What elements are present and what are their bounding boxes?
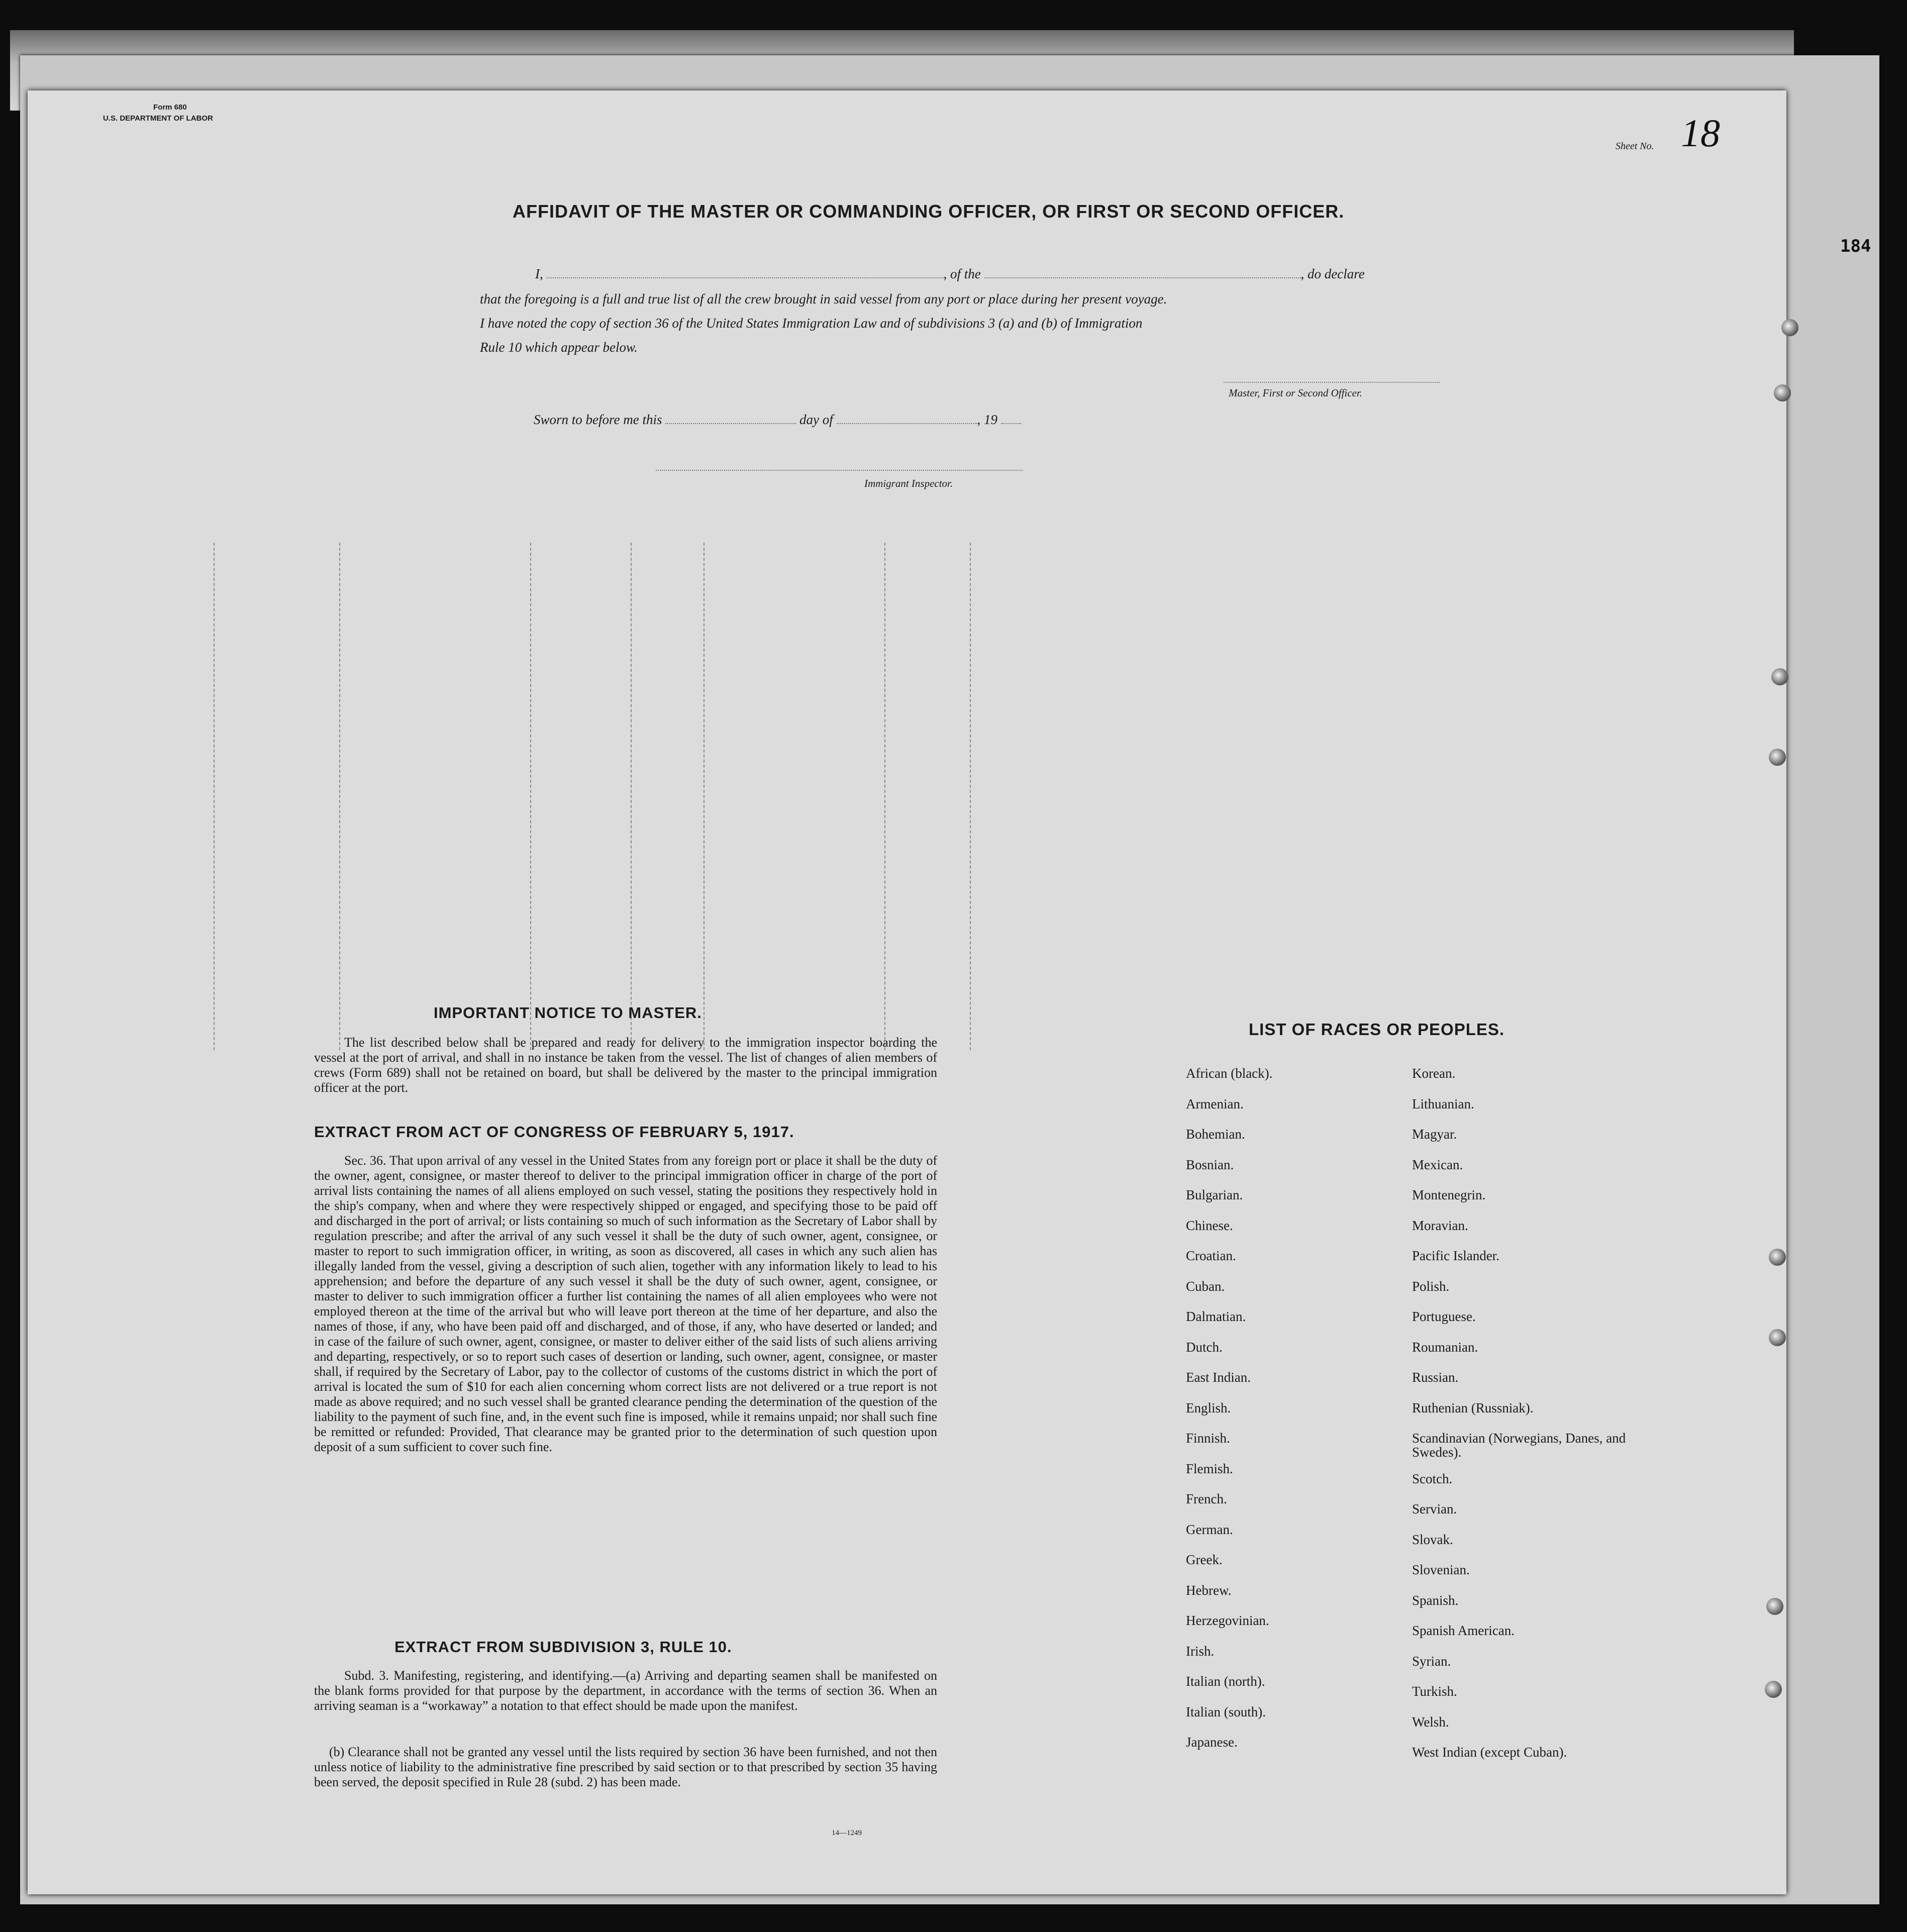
- sheet-number-label: Sheet No.: [1616, 141, 1654, 152]
- race-item: Herzegovinian.: [1186, 1613, 1269, 1628]
- race-item: Montenegrin.: [1412, 1187, 1486, 1202]
- race-item: Magyar.: [1412, 1127, 1457, 1142]
- race-item: Russian.: [1412, 1370, 1459, 1385]
- punch-hole-icon: [1769, 749, 1786, 766]
- master-signature-line[interactable]: [1224, 372, 1440, 383]
- race-item: Servian.: [1412, 1501, 1457, 1516]
- master-signature-label: Master, First or Second Officer.: [1229, 387, 1362, 399]
- race-item: Finnish.: [1186, 1431, 1230, 1446]
- race-item: Ruthenian (Russniak).: [1412, 1400, 1534, 1415]
- bleed-column-rule: [214, 543, 215, 1050]
- vessel-name-field[interactable]: [984, 266, 1301, 278]
- race-item: Cuban.: [1186, 1278, 1225, 1294]
- day-of-label: day of: [799, 412, 833, 427]
- race-item: English.: [1186, 1400, 1231, 1415]
- act-extract-title: EXTRACT FROM ACT OF CONGRESS OF FEBRUARY 5, 1917.: [314, 1123, 794, 1141]
- race-item: Bulgarian.: [1186, 1187, 1243, 1202]
- bleed-column-rule: [631, 543, 632, 1050]
- sworn-day-field[interactable]: [665, 412, 796, 424]
- punch-hole-icon: [1781, 319, 1798, 336]
- bleed-column-rule: [970, 543, 971, 1050]
- race-item: Welsh.: [1412, 1714, 1449, 1730]
- form-number: Form 680: [153, 103, 187, 112]
- race-item: Pacific Islander.: [1412, 1248, 1499, 1263]
- race-item: Dutch.: [1186, 1339, 1223, 1355]
- race-item: Scotch.: [1412, 1471, 1453, 1486]
- race-item: West Indian (except Cuban).: [1412, 1745, 1567, 1760]
- race-item: Scandinavian (Norwegians, Danes, and Swedes).: [1412, 1431, 1626, 1460]
- race-item: Slovenian.: [1412, 1562, 1470, 1577]
- inspector-signature-line[interactable]: [656, 460, 1023, 471]
- punch-hole-icon: [1766, 1598, 1783, 1615]
- affidavit-title: AFFIDAVIT OF THE MASTER OR COMMANDING OFFICER, OR FIRST OR SECOND OFFICER.: [513, 201, 1345, 222]
- rule-extract-text-b: (b) Clearance shall not be granted any vessel until the lists required by section 36 have been furnished, and not then unless notice of liability to the administrative fine prescribed by said section or to that prescribed by section 35 having been served, the deposit specified in Rule 28 (subd. 2) has been made.: [314, 1745, 937, 1789]
- rule-extract-text-a: Subd. 3. Manifesting, registering, and identifying.—(a) Arriving and departing seamen shall be manifested on the blank forms provided for that purpose by the department, in accordance with the terms of section 36. When an arriving seaman is a “workaway” a notation to that effect should be made upon the manifest.: [314, 1668, 937, 1713]
- sworn-year-field[interactable]: [1001, 412, 1021, 424]
- act-extract-text: Sec. 36. That upon arrival of any vessel in the United States from any foreign port or place it shall be the duty of the owner, agent, consignee, or master thereof to deliver to the principal immigration officer in charge of the port of arrival lists containing the names of all aliens employed on such vessel, stating the positions they respectively hold in the ship's company, when and where they were respectively shipped or engaged, and specifying those to be paid off and discharged in the port of arrival; or lists containing so much of such information as the Secretary of Labor shall by regulation prescribe; and after the arrival of any such vessel it shall be the duty of such owner, agent, consignee, or master to report to such immigration officer, in writing, as soon as discovered, all cases in which any such alien has illegally landed from the vessel, giving a description of such alien, together with any information likely to lead to his apprehension; and before the departure of any such vessel it shall be the duty of such owner, agent, consignee, or master to deliver to such immigration officer a further list containing the names of all alien employees who were not employed thereon at the time of the arrival but who will leave port thereon at the time of her departure, and also the names of those, if any, who have been paid off and discharged, and of those, if any, who have deserted or landed; and in case of the failure of such owner, agent, consignee, or master to deliver either of the said lists of such aliens arriving and departing, respectively, or so to report such cases of desertion or landing, such owner, agent, consignee, or master shall, if required by the Secretary of Labor, pay to the collector of customs of the customs district in which the port of arrival is located the sum of $10 for each alien concerning whom correct lists are not delivered or a true report is not made as above required; and no such vessel shall be granted clearance pending the determination of the question of the liability to the payment of such fine, and, in the event such fine is imposed, while it remains unpaid; nor shall such fine be remitted or refunded: Provided, That clearance may be granted prior to the determination of such question upon deposit of a sum sufficient to cover such fine.: [314, 1153, 937, 1454]
- bleed-column-rule: [704, 543, 705, 1050]
- punch-hole-icon: [1765, 1681, 1782, 1698]
- affidavit-line-3: I have noted the copy of section 36 of the United States Immigration Law and of subdivisions 3 (a) and (b) of Immigration: [480, 316, 1143, 331]
- race-item: Spanish American.: [1412, 1623, 1515, 1638]
- race-item: French.: [1186, 1491, 1227, 1506]
- bleed-column-rule: [339, 543, 340, 1050]
- punch-hole-icon: [1771, 668, 1788, 685]
- sworn-line: [534, 412, 1021, 428]
- race-item: Korean.: [1412, 1066, 1456, 1081]
- race-item: Polish.: [1412, 1278, 1450, 1294]
- affidavit-line-2: that the foregoing is a full and true list of all the crew brought in said vessel from any port or place during her present voyage.: [480, 291, 1167, 307]
- punch-hole-icon: [1769, 1329, 1786, 1346]
- declarant-prefix: I,: [535, 266, 543, 281]
- punch-hole-icon: [1769, 1249, 1786, 1266]
- notice-title: IMPORTANT NOTICE TO MASTER.: [434, 1004, 702, 1022]
- affidavit-line-4: Rule 10 which appear below.: [480, 340, 638, 355]
- side-page-number: 184: [1840, 236, 1871, 256]
- bleed-column-rule: [530, 543, 531, 1050]
- race-item: Greek.: [1186, 1552, 1223, 1567]
- race-item: Turkish.: [1412, 1684, 1457, 1699]
- race-item: Portuguese.: [1412, 1309, 1476, 1324]
- race-item: Bosnian.: [1186, 1157, 1234, 1172]
- race-item: Roumanian.: [1412, 1339, 1478, 1355]
- race-item: Irish.: [1186, 1643, 1215, 1659]
- race-item: Dalmatian.: [1186, 1309, 1246, 1324]
- race-item: East Indian.: [1186, 1370, 1251, 1385]
- race-item: Flemish.: [1186, 1461, 1233, 1476]
- notice-text: The list described below shall be prepared and ready for delivery to the immigration inspector boarding the vessel at the port of arrival, and shall in no instance be taken from the vessel. The list of changes of alien members of crews (Form 689) shall not be retained on board, but shall be delivered by the master to the principal immigration officer at the port.: [314, 1035, 937, 1095]
- races-title: LIST OF RACES OR PEOPLES.: [1249, 1020, 1505, 1039]
- form-page: [28, 90, 1786, 1894]
- declarant-name-field[interactable]: [547, 266, 944, 278]
- race-item: Italian (south).: [1186, 1704, 1266, 1719]
- race-item: Hebrew.: [1186, 1582, 1232, 1598]
- race-item: Croatian.: [1186, 1248, 1236, 1263]
- punch-hole-icon: [1774, 384, 1791, 401]
- race-item: Syrian.: [1412, 1653, 1451, 1669]
- race-item: Lithuanian.: [1412, 1096, 1474, 1111]
- race-item: Japanese.: [1186, 1735, 1238, 1750]
- race-item: Italian (north).: [1186, 1674, 1265, 1689]
- year-prefix: , 19: [977, 412, 997, 427]
- sheet-number: 18: [1681, 111, 1720, 155]
- department-label: U.S. DEPARTMENT OF LABOR: [103, 114, 213, 123]
- race-item: Mexican.: [1412, 1157, 1463, 1172]
- bleed-column-rule: [884, 543, 885, 1050]
- form-print-code: 14—1249: [832, 1829, 862, 1837]
- race-item: Armenian.: [1186, 1096, 1244, 1111]
- of-the-label: , of the: [943, 266, 981, 281]
- race-item: Slovak.: [1412, 1532, 1453, 1547]
- rule-extract-title: EXTRACT FROM SUBDIVISION 3, RULE 10.: [394, 1638, 732, 1656]
- race-item: African (black).: [1186, 1066, 1273, 1081]
- race-item: Spanish.: [1412, 1592, 1459, 1608]
- sworn-label: Sworn to before me this: [534, 412, 662, 427]
- race-item: Moravian.: [1412, 1217, 1468, 1233]
- do-declare-label: , do declare: [1300, 266, 1365, 281]
- race-item: German.: [1186, 1521, 1233, 1537]
- race-item: Bohemian.: [1186, 1127, 1245, 1142]
- sworn-month-field[interactable]: [837, 412, 977, 424]
- race-item: Chinese.: [1186, 1217, 1233, 1233]
- affidavit-line-1: [535, 266, 1365, 282]
- inspector-signature-label: Immigrant Inspector.: [864, 477, 953, 489]
